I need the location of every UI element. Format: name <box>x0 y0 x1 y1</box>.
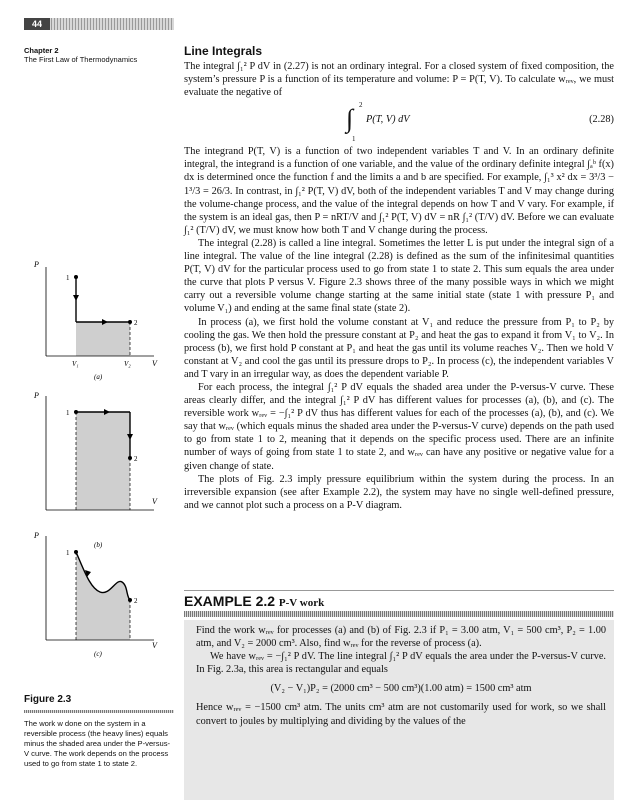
state-point <box>128 598 132 602</box>
axis-label-p: P <box>34 260 39 269</box>
equation-number: (2.28) <box>589 114 614 126</box>
chapter-title: The First Law of Thermodynamics <box>24 55 138 64</box>
equation-body: P(T, V) dV <box>366 114 410 126</box>
panel-label-a: (a) <box>94 373 103 381</box>
shaded-area <box>76 322 130 356</box>
example-rule <box>184 611 614 617</box>
figure-caption-text: The work w done on the system in a reversible process (the heavy lines) equals minus the shaded area under the P-versus-V curve. The work depends on the process used to go from state 1 to state 2. <box>24 719 171 768</box>
state-1-label: 1 <box>66 549 70 557</box>
shaded-area <box>76 552 130 640</box>
paragraph: For each process, the integral ∫₁² P dV equals the shaded area under the P-versus-V curve. These areas clearly differ, and the integral ∫₁² P dV has different values for processes (a), (b), and (c). The reversible work wᵣₑᵥ = −∫₁² P dV thus has different values for each of the processes (a), (b), and (c). We say that wᵣₑᵥ (which equals minus the shaded area under the P-versus-V curve) depends on the path used to go from state 1 to 2, meaning that it depends on the specific process used. There are an infinite number of ways of going from state 1 to state 2, and wᵣₑᵥ can have any positive or negative value for a given change of state. <box>184 381 614 472</box>
paragraph: The integrand P(T, V) is a function of two independent variables T and V. In an ordinary definite integral, the integrand is a function of one variable, and the value of the ordinary definite integral ∫ₐᵇ f(x) dx is determined once the function f and the limits a and b are specified. For example, ∫₁³ x² dx = 3³/3 − 1³/3 = 26/3. In contrast, in ∫₁² P(T, V) dV, both of the independent variables T and V may change during the volume-change process, and the value of the integral depends on how T and V vary. For example, if the system is an ideal gas, then P = nRT/V and ∫₁² P(T, V) dV = nR ∫₁² (T/V) dV. Before we can evaluate ∫₁² (T/V) dV, we must know how both T and V change during the process. <box>184 146 614 236</box>
example-paragraph: Hence wᵣₑᵥ = −1500 cm³ atm. The units cm³ atm are not customarily used for work, so we shall convert to joules by multiplying and dividing by the values of the <box>196 702 606 727</box>
state-point <box>128 456 132 460</box>
state-point <box>74 550 78 554</box>
panel-label-b: (b) <box>94 541 103 549</box>
paragraph: The integral (2.28) is called a line integral. Sometimes the letter L is put under the integral sign of a line integral. The value of the line integral (2.28) is defined as the sum of the infinitesimal quantities P(T, V) dV for the particular process used to go from state 1 to state 2. This sum equals the area under the curve that plots P versus V. Figure 2.3 shows three of the many possible ways in which we might carry out a reversible volume change starting at the same initial state (state 1 with pressure P₁ and volume V₁) and ending at the same final state (state 2). <box>184 237 614 315</box>
state-point <box>74 410 78 414</box>
state-1-label: 1 <box>66 409 70 417</box>
v1-label: V₁ <box>72 360 79 368</box>
state-2-label: 2 <box>134 455 138 463</box>
paragraph: The plots of Fig. 2.3 imply pressure equilibrium within the system during the process. In an irreversible expansion (see after Example 2.2), the system may have no single well-defined pressure, and we cannot plot such a process on a P-V diagram. <box>184 473 614 511</box>
axis-label-v: V <box>152 359 157 368</box>
example-paragraph: Find the work wᵣₑᵥ for processes (a) and (b) of Fig. 2.3 if P₁ = 3.00 atm, V₁ = 500 cm³, P₂ = 1.00 atm, and V₂ = 2000 cm³. Also, find wᵣₑᵥ for the reverse of process (a). <box>196 625 606 650</box>
paragraph: In process (a), we first hold the volume constant at V₁ and reduce the pressure from P₁ to P₂ by cooling the gas. We then hold the pressure constant at P₂ and heat the gas to expand it from V₁ to V₂. In process (b), we first hold P constant at P₁ and heat the gas until its volume reaches V₂. Then we hold V constant at V₂ and cool the gas until its pressure drops to P₂. In process (c), the independent variables V and T vary in an irregular way, as does the dependent variable P. <box>184 316 614 380</box>
shaded-area <box>76 412 130 510</box>
integral-lower: 1 <box>352 135 356 144</box>
example-text <box>196 624 606 728</box>
example-subtitle: P-V work <box>278 597 325 609</box>
example-paragraph: We have wᵣₑᵥ = −∫₁² P dV. The line integral ∫₁² P dV equals the area under the P-versus-V curve. In Fig. 2.3a, this area is rectangular and equals <box>196 651 606 676</box>
paragraph: The integral ∫₁² P dV in (2.27) is not an ordinary integral. For a closed system of fixed composition, the system’s pressure P is a function of its temperature and volume: P = P(T, V). To calculate wᵣₑᵥ, we must evaluate the negative of <box>184 61 614 99</box>
example-equation: (V₂ − V₁)P₂ = (2000 cm³ − 500 cm³)(1.00 atm) = 1500 cm³ atm <box>270 683 532 695</box>
main-text <box>184 44 614 512</box>
figure-caption <box>24 694 174 769</box>
equation-2-28 <box>184 99 614 145</box>
state-point <box>74 275 78 279</box>
axis-label-p: P <box>34 391 39 400</box>
example-title <box>184 593 614 609</box>
state-2-label: 2 <box>134 597 138 605</box>
example-label: EXAMPLE 2.2 <box>184 593 276 609</box>
chapter-label <box>24 46 174 64</box>
panel-label-c: (c) <box>94 650 102 658</box>
section-title: Line Integrals <box>184 44 263 58</box>
state-2-label: 2 <box>134 319 138 327</box>
figure-rule <box>24 710 174 713</box>
chapter-number: Chapter 2 <box>24 46 59 55</box>
arrow-head <box>73 295 79 301</box>
state-1-label: 1 <box>66 274 70 282</box>
axis-label-v: V <box>152 497 157 506</box>
integral-sign: ∫ <box>346 104 354 134</box>
axis-label-v: V <box>152 641 157 650</box>
example-header <box>184 590 614 617</box>
figure-2-3b <box>28 390 178 550</box>
axis-label-p: P <box>34 531 39 540</box>
state-point <box>128 320 132 324</box>
figure-title: Figure 2.3 <box>24 694 72 705</box>
integral-upper: 2 <box>359 101 363 110</box>
v2-label: V₂ <box>124 360 131 368</box>
figure-2-3c <box>28 530 178 690</box>
page-number: 44 <box>24 18 50 30</box>
figure-2-3a <box>28 255 178 385</box>
